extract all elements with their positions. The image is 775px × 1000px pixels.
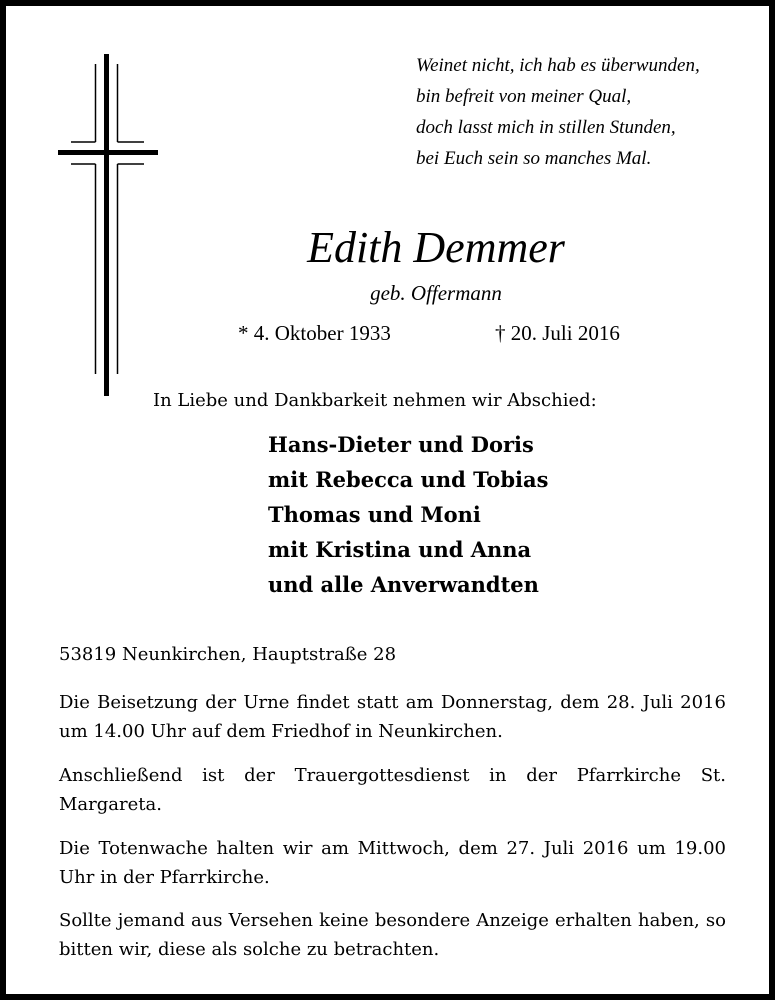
burial-paragraph: Die Beisetzung der Urne findet statt am Donnerstag, dem 28. Juli 2016 um 14.00 Uhr auf dem Friedhof in Neunkirchen.: [59, 692, 726, 742]
family-member: und alle Anverwandten: [268, 572, 539, 597]
family-member: mit Kristina und Anna: [268, 537, 532, 562]
family-member: mit Rebecca und Tobias: [268, 467, 549, 492]
address: 53819 Neunkirchen, Hauptstraße 28: [59, 644, 397, 665]
death-date: † 20. Juli 2016: [495, 321, 620, 345]
family-list: [268, 427, 548, 602]
poem-line: Weinet nicht, ich hab es überwunden,: [416, 55, 700, 76]
maiden-name: geb. Offermann: [370, 281, 502, 305]
notice-paragraph: Sollte jemand aus Versehen keine besondere Anzeige erhalten haben, so bitten wir, diese als solche zu betrachten.: [59, 910, 726, 960]
vigil-paragraph: Die Totenwache halten wir am Mittwoch, dem 27. Juli 2016 um 19.00 Uhr in der Pfarrkirche.: [59, 838, 726, 888]
family-member: Hans-Dieter und Doris: [268, 432, 534, 457]
family-member: Thomas und Moni: [268, 502, 481, 527]
poem-line: bin befreit von meiner Qual,: [416, 86, 632, 107]
service-paragraph: Anschließend ist der Trauergottesdienst in der Pfarrkirche St. Margareta.: [59, 765, 726, 815]
birth-date: * 4. Oktober 1933: [238, 321, 391, 345]
cross-icon: [56, 54, 160, 396]
poem-line: doch lasst mich in stillen Stunden,: [416, 117, 676, 138]
poem: [416, 50, 756, 174]
farewell-line: In Liebe und Dankbarkeit nehmen wir Abschied:: [153, 390, 597, 411]
poem-line: bei Euch sein so manches Mal.: [416, 148, 652, 169]
deceased-name: Edith Demmer: [307, 223, 565, 272]
